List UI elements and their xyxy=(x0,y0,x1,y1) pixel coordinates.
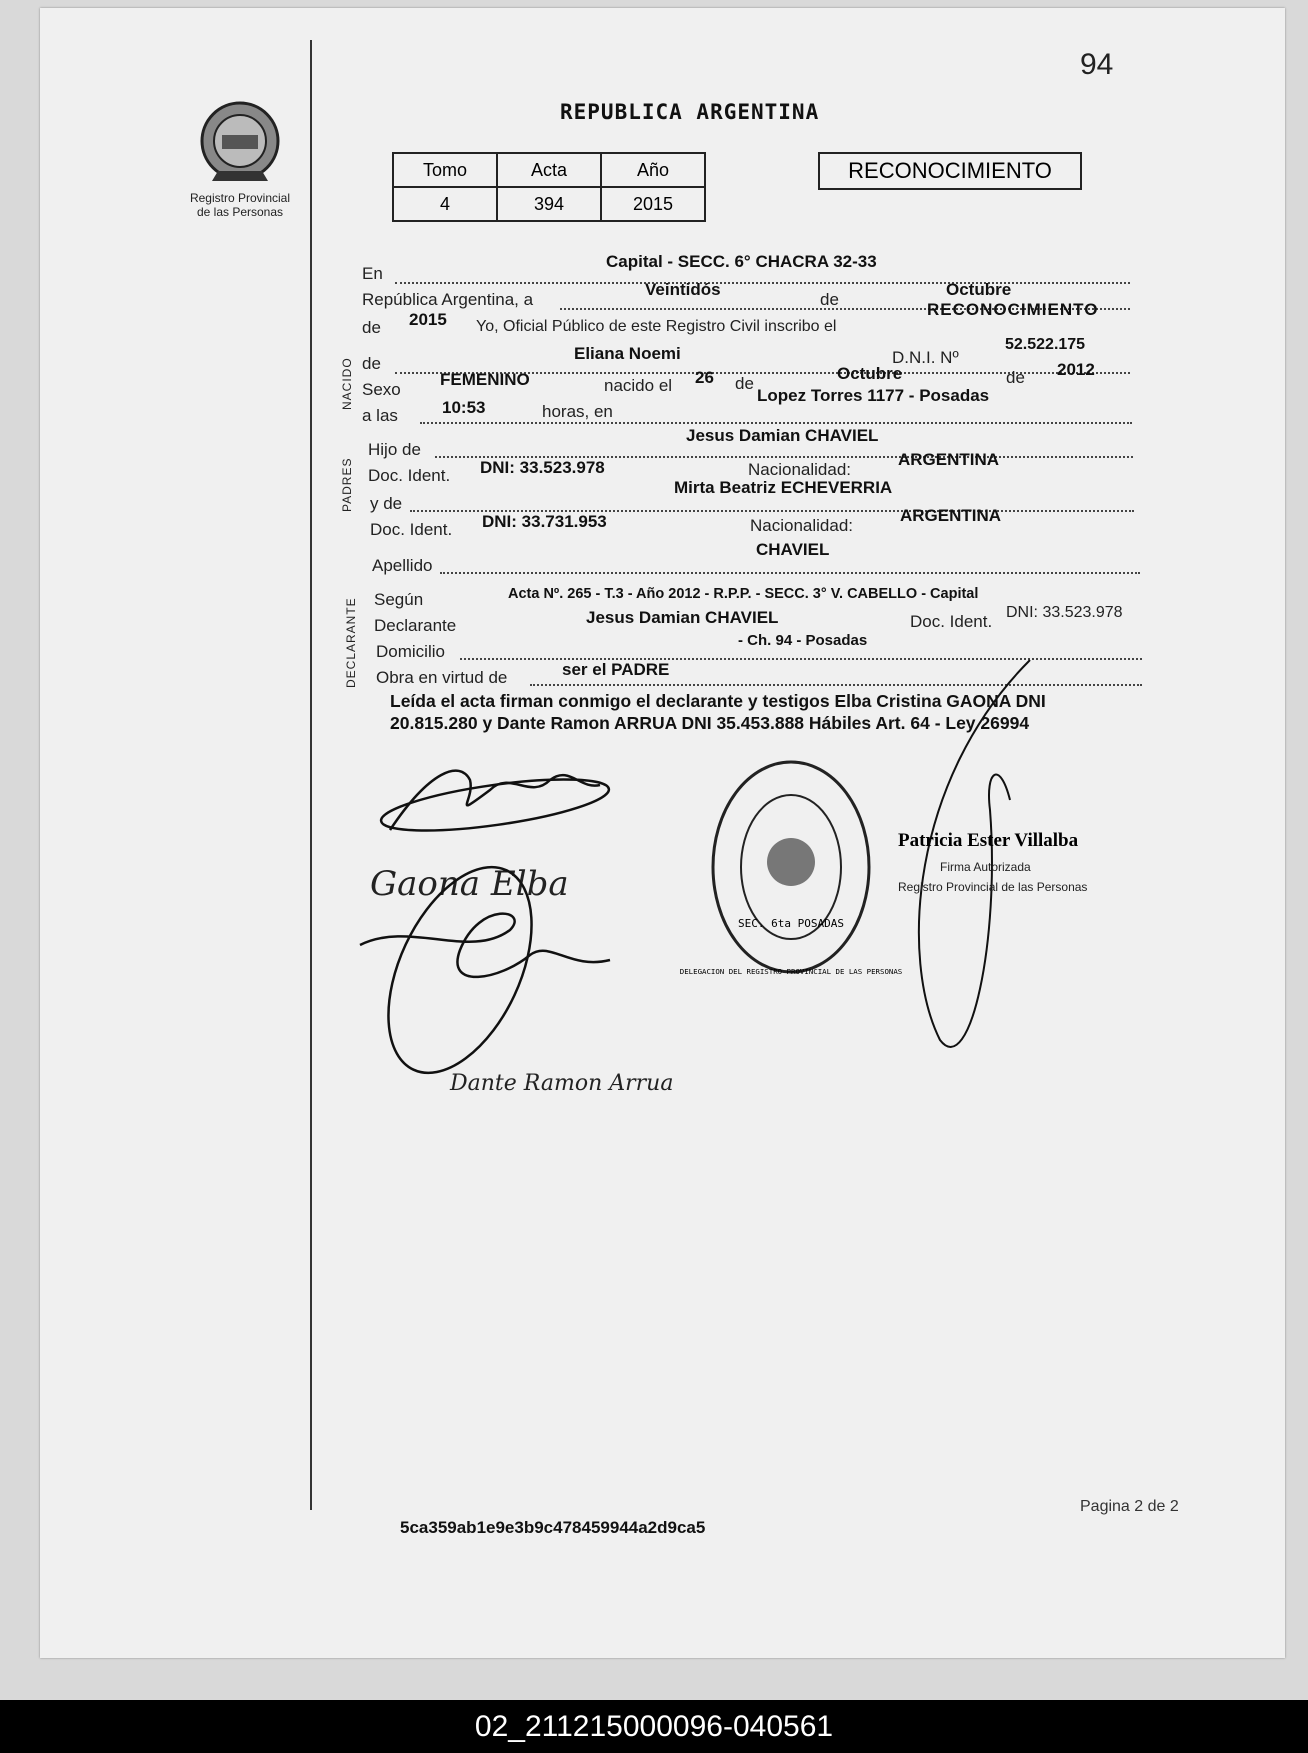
nacido-mes: Octubre xyxy=(837,364,903,383)
sexo-value: FEMENINO xyxy=(440,370,530,389)
nac1-label: Nacionalidad: xyxy=(748,460,852,479)
nac2-value: ARGENTINA xyxy=(900,506,1002,525)
official-stamp xyxy=(679,752,903,982)
logo-caption-1: Registro Provincial xyxy=(189,191,291,205)
dotted-line xyxy=(395,282,1130,284)
sexo-label: Sexo xyxy=(362,380,401,399)
record-type-box: RECONOCIMIENTO xyxy=(818,152,1082,190)
registry-table xyxy=(392,152,706,222)
logo-caption-2: de las Personas xyxy=(196,205,284,219)
row-apellido xyxy=(372,540,830,576)
acta-value: 394 xyxy=(497,187,601,221)
obra-value: ser el PADRE xyxy=(562,660,670,679)
tomo-value: 4 xyxy=(393,187,497,221)
side-label-nacido: NACIDO xyxy=(340,357,354,410)
row-doc2 xyxy=(370,506,1002,540)
registry-logo xyxy=(180,95,300,219)
country-title: REPUBLICA ARGENTINA xyxy=(560,100,820,124)
padre-value: Jesus Damian CHAVIEL xyxy=(686,426,879,445)
republica-label: República Argentina, a xyxy=(362,290,534,309)
official-name: Patricia Ester Villalba xyxy=(898,830,1079,851)
year-value: 2015 xyxy=(409,310,447,329)
side-label-padres: PADRES xyxy=(340,457,354,512)
doc2-value: DNI: 33.731.953 xyxy=(482,512,607,531)
dotted-line xyxy=(420,422,1132,424)
horas-label: horas, en xyxy=(542,402,613,421)
row-en xyxy=(362,252,877,284)
stamp-ring-text: DELEGACION DEL REGISTRO PROVINCIAL DE LAS PERSONAS xyxy=(679,967,903,976)
nac1-value: ARGENTINA xyxy=(898,450,1000,469)
closing-text: Leída el acta firman conmigo el declarante y testigos Elba Cristina GAONA DNI 20.815.280 y Dante Ramon ARRUA DNI 35.453.888 Hábiles Art. 64 - Ley 26994 xyxy=(390,691,1046,733)
hijo-label: Hijo de xyxy=(368,440,421,459)
page-counter: Pagina 2 de 2 xyxy=(1080,1498,1179,1515)
footer-id: 02_211215000096-040561 xyxy=(0,1700,1308,1753)
madre-value: Mirta Beatriz ECHEVERRIA xyxy=(674,478,893,497)
row-obra xyxy=(376,660,670,688)
month-value: Octubre xyxy=(946,280,1012,299)
stamp-inner-text: SEC. 6ta POSADAS xyxy=(738,917,844,930)
col-header-anio: Año xyxy=(601,153,705,187)
doc3-label: Doc. Ident. xyxy=(910,612,993,631)
nombre-label: de xyxy=(362,354,381,373)
page-number: 94 xyxy=(1080,48,1114,81)
col-header-tomo: Tomo xyxy=(393,153,497,187)
day-value: Veintidós xyxy=(645,280,721,299)
obra-label: Obra en virtud de xyxy=(376,668,508,687)
segun-value: Acta Nº. 265 - T.3 - Año 2012 - R.P.P. - SECC. 3° V. CABELLO - Capital xyxy=(508,586,979,602)
signature-witness1: Gaona Elba xyxy=(370,864,569,904)
lugar-value: Lopez Torres 1177 - Posadas xyxy=(757,386,990,405)
nacido-de2: de xyxy=(1006,368,1025,387)
row-segun xyxy=(374,586,979,610)
nacido-dia: 26 xyxy=(695,368,714,387)
nacido-anio: 2012 xyxy=(1057,360,1095,379)
coat-of-arms-icon xyxy=(192,95,288,191)
dotted-line xyxy=(530,684,1142,686)
de-label: de xyxy=(820,290,839,309)
row-domicilio xyxy=(376,632,868,662)
declarante-label: Declarante xyxy=(374,616,457,635)
segun-label: Según xyxy=(374,590,424,609)
en-label: En xyxy=(362,264,383,283)
nac2-label: Nacionalidad: xyxy=(750,516,854,535)
nacido-label: nacido el xyxy=(604,376,673,395)
official-title: Firma Autorizada xyxy=(940,860,1031,874)
document-hash: 5ca359ab1e9e3b9c478459944a2d9ca5 xyxy=(400,1518,706,1537)
domicilio-label: Domicilio xyxy=(376,642,445,661)
dni-value: 52.522.175 xyxy=(1005,336,1086,353)
en-value: Capital - SECC. 6° CHACRA 32-33 xyxy=(606,252,877,271)
row-hijo xyxy=(368,426,879,460)
doc1-label: Doc. Ident. xyxy=(368,466,451,485)
row-doc1 xyxy=(368,450,1000,486)
row-declarante xyxy=(374,604,1123,636)
nacido-de: de xyxy=(735,374,754,393)
doc2-label: Doc. Ident. xyxy=(370,520,453,539)
year-prefix: de xyxy=(362,318,381,337)
nombre-value: Eliana Noemi xyxy=(574,344,681,363)
oficial-text: Yo, Oficial Público de este Registro Civil inscribo el xyxy=(476,318,837,335)
row-ydel xyxy=(370,478,893,514)
row-year xyxy=(362,300,1099,338)
domicilio-value: - Ch. 94 - Posadas xyxy=(738,632,868,649)
signature-witness2: Dante Ramon Arrua xyxy=(450,1071,674,1096)
doc1-value: DNI: 33.523.978 xyxy=(480,458,605,477)
doc3-value: DNI: 33.523.978 xyxy=(1006,604,1123,621)
declarante-value: Jesus Damian CHAVIEL xyxy=(586,608,779,627)
alas-value: 10:53 xyxy=(442,398,486,417)
dni-label: D.N.I. Nº xyxy=(892,348,959,367)
apellido-label: Apellido xyxy=(372,556,433,575)
row-republica xyxy=(362,280,1012,310)
col-header-acta: Acta xyxy=(497,153,601,187)
alas-label: a las xyxy=(362,406,398,425)
dotted-line xyxy=(440,572,1140,574)
signature-declarant xyxy=(378,769,611,841)
apellido-value: CHAVIEL xyxy=(756,540,830,559)
yde-label: y de xyxy=(370,494,403,513)
inscribo-value: RECONOCIMIENTO xyxy=(927,300,1099,319)
anio-value: 2015 xyxy=(601,187,705,221)
side-label-declarante: DECLARANTE xyxy=(344,597,358,688)
official-office: Registro Provincial de las Personas xyxy=(898,880,1088,894)
